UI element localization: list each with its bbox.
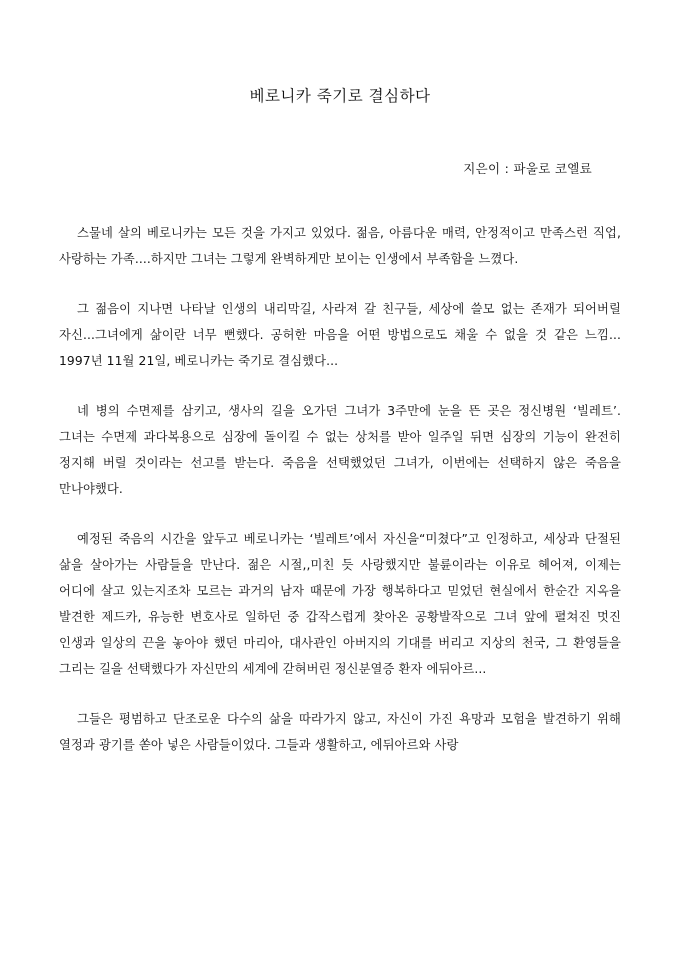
paragraph-4: 예정된 죽음의 시간을 앞두고 베로니카는 ‘빌레트’에서 자신을“미쳤다”고 인정하고, 세상과 단절된 삶을 살아가는 사람들을 만난다. 젊은 시절,,미친 듯 사랑했지만 불륜이라는 이유로 헤어져, 이제는 어디에 살고 있는지조차 모르는 과거의 남자 때문에 가장 행복하다고 믿었던 현실에서 한순간 지옥을 발견한 제드카, 유능한 변호사로 일하던 중 갑작스럽게 찾아온 공황발작으로 그녀 앞에 펼쳐진 멋진 인생과 일상의 끈을 놓아야 했던 마리아, 대사관인 아버지의 기대를 버리고 지상의 천국, 그 환영들을 그리는 길을 선택했다가 자신만의 세계에 갇혀버린 정신분열증 환자 에뒤아르... [59,532,621,676]
paragraph-2: 그 젊음이 지나면 나타날 인생의 내리막길, 사라져 갈 친구들, 세상에 쓸모 없는 존재가 되어버릴 자신...그녀에게 삶이란 너무 뻔했다. 공허한 마음을 어떤 방법으로도 채울 수 없을 것 같은 느낌... 1997년 11월 21일, 베로니카는 죽기로 결심했다... [59,302,621,368]
paragraph-3: 네 병의 수면제를 삼키고, 생사의 길을 오가던 그녀가 3주만에 눈을 뜬 곳은 정신병원 ‘빌레트’. 그녀는 수면제 과다복용으로 심장에 돌이킬 수 없는 상처를 받아 일주일 뒤면 심장의 기능이 완전히 정지해 버릴 것이라는 선고를 받는다. 죽음을 선택했었던 그녀가, 이번에는 선택하지 않은 죽음을 만나야했다. [59,404,621,496]
paragraph-1: 스물네 살의 베로니카는 모든 것을 가지고 있었다. 젊음, 아름다운 매력, 안정적이고 만족스런 직업, 사랑하는 가족....하지만 그녀는 그렇게 완벽하게만 보이는 인생에서 부족함을 느꼈다. [59,226,621,266]
author-line: 지은이 : 파울로 코엘료 [463,161,592,176]
paragraph-5: 그들은 평범하고 단조로운 다수의 삶을 따라가지 않고, 자신이 가진 욕망과 모험을 발견하기 위해 열정과 광기를 쏟아 넣은 사람들이었다. 그들과 생활하고, 에뒤아르와 사랑 [59,712,621,752]
document-body [59,220,621,782]
document-title: 베로니카 죽기로 결심하다 [249,87,431,105]
